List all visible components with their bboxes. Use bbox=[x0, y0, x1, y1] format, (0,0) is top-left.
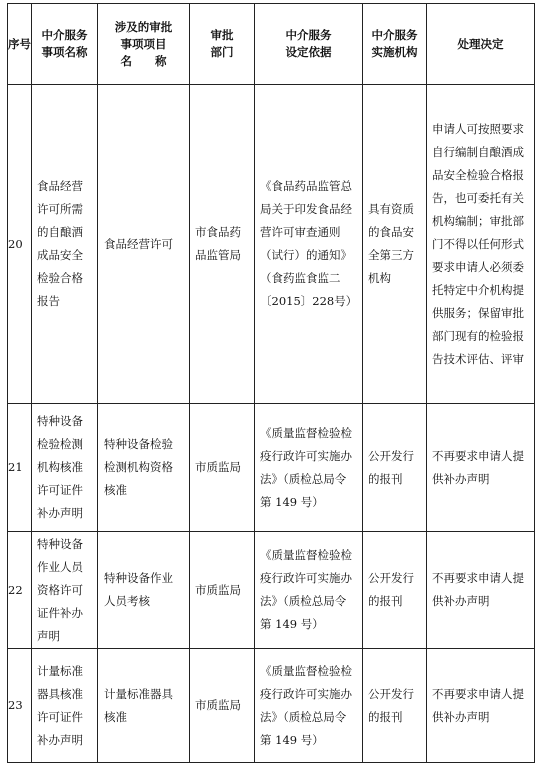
cell-decision: 不再要求申请人提供补办声明 bbox=[427, 404, 535, 532]
intermediary-services-table bbox=[7, 3, 535, 763]
cell-department: 市食品药品监管局 bbox=[190, 85, 255, 404]
header-department: 审批 部门 bbox=[190, 4, 255, 85]
cell-serial-no: 20 bbox=[8, 85, 32, 404]
cell-agency: 公开发行的报刊 bbox=[363, 532, 427, 649]
header-decision: 处理决定 bbox=[427, 4, 535, 85]
cell-legal-basis: 《质量监督检验检疫行政许可实施办法》（质检总局令第 149 号） bbox=[255, 532, 363, 649]
header-service-name: 中介服务 事项名称 bbox=[32, 4, 98, 85]
table-row bbox=[8, 649, 535, 763]
cell-department: 市质监局 bbox=[190, 532, 255, 649]
cell-serial-no: 21 bbox=[8, 404, 32, 532]
table-row bbox=[8, 85, 535, 404]
cell-service-name: 特种设备作业人员资格许可证件补办声明 bbox=[32, 532, 98, 649]
table-row bbox=[8, 404, 535, 532]
cell-decision: 申请人可按照要求自行编制自酿酒成品安全检验合格报告，也可委托有关机构编制；审批部门不得以任何形式要求申请人必须委托特定中介机构提供服务；保留审批部门现有的检验报告技术评估、评审 bbox=[427, 85, 535, 404]
cell-serial-no: 23 bbox=[8, 649, 32, 763]
cell-service-name: 特种设备检验检测机构核准许可证件补办声明 bbox=[32, 404, 98, 532]
header-approval-item: 涉及的审批 事项项目 名 称 bbox=[98, 4, 190, 85]
header-agency: 中介服务 实施机构 bbox=[363, 4, 427, 85]
cell-approval-item: 特种设备检验检测机构资格核准 bbox=[98, 404, 190, 532]
cell-service-name: 食品经营许可所需的自酿酒成品安全检验合格报告 bbox=[32, 85, 98, 404]
cell-approval-item: 计量标准器具核准 bbox=[98, 649, 190, 763]
cell-legal-basis: 《质量监督检验检疫行政许可实施办法》（质检总局令第 149 号） bbox=[255, 404, 363, 532]
cell-decision: 不再要求申请人提供补办声明 bbox=[427, 532, 535, 649]
cell-approval-item: 食品经营许可 bbox=[98, 85, 190, 404]
cell-decision: 不再要求申请人提供补办声明 bbox=[427, 649, 535, 763]
cell-serial-no: 22 bbox=[8, 532, 32, 649]
header-serial-no: 序号 bbox=[8, 4, 32, 85]
table-header-row bbox=[8, 4, 535, 85]
cell-department: 市质监局 bbox=[190, 404, 255, 532]
header-legal-basis: 中介服务 设定依据 bbox=[255, 4, 363, 85]
cell-legal-basis: 《质量监督检验检疫行政许可实施办法》（质检总局令第 149 号） bbox=[255, 649, 363, 763]
cell-service-name: 计量标准器具核准许可证件补办声明 bbox=[32, 649, 98, 763]
cell-agency: 具有资质的食品安全第三方机构 bbox=[363, 85, 427, 404]
cell-agency: 公开发行的报刊 bbox=[363, 404, 427, 532]
table-row bbox=[8, 532, 535, 649]
cell-department: 市质监局 bbox=[190, 649, 255, 763]
cell-agency: 公开发行的报刊 bbox=[363, 649, 427, 763]
cell-approval-item: 特种设备作业人员考核 bbox=[98, 532, 190, 649]
cell-legal-basis: 《食品药品监管总局关于印发食品经营许可审查通则（试行）的通知》（食药监食监二〔2015〕228号） bbox=[255, 85, 363, 404]
